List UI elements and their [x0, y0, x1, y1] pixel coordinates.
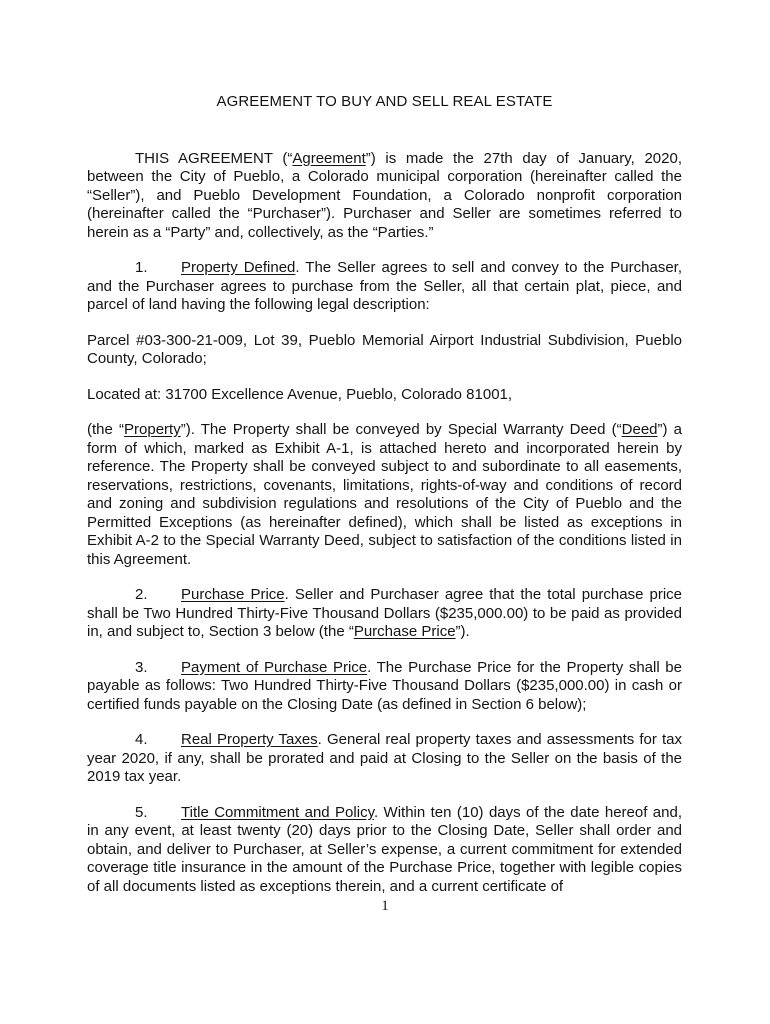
section-5-paragraph: 5. Title Commitment and Policy. Within ten (10) days of the date hereof and, in any event, at least twenty (20) days prior to the Closing Date, Seller shall order and obtain, and deliver to Purchaser, at Seller’s expense, a current commitment for extended coverage title insurance in the amount of the Purchase Price, together with legible copies of all documents listed as exceptions therein, and a current certificate of: [87, 803, 682, 895]
deed-term: Deed: [621, 421, 658, 438]
purchase-price-term: Purchase Price: [353, 623, 456, 640]
section-1-paragraph: 1. Property Defined. The Seller agrees to sell and convey to the Purchaser, and the Purchaser agrees to purchase from the Seller, all that certain plat, piece, and parcel of land having the following legal description:: [87, 259, 682, 313]
property-paragraph: (the “Property”). The Property shall be conveyed by Special Warranty Deed (“Deed”) a form of which, marked as Exhibit A-1, is attached hereto and incorporated herein by reference. The Property shall be conveyed subject to and subordinate to all easements, reservations, restrictions, covenants, limitations, rights-of-way and conditions of record and zoning and subdivision regulations and resolutions of the City of Pueblo and the Permitted Exceptions (as hereinafter defined), which shall be listed as exceptions in Exhibit A-2 to the Special Warranty Deed, subject to satisfaction of the conditions listed in this Agreement.: [87, 421, 683, 568]
section-heading: Payment of Purchase Price: [181, 658, 368, 676]
section-heading: Property Defined: [181, 259, 296, 276]
section-number: 1.: [135, 259, 148, 276]
document-page: [87, 93, 682, 913]
section-heading: Purchase Price: [181, 586, 285, 603]
section-4-paragraph: 4. Real Property Taxes. General real property taxes and assessments for tax year 2020, if any, shall be prorated and paid at Closing to the Seller on the basis of the 2019 tax year.: [87, 731, 682, 785]
section-number: 3.: [135, 658, 148, 676]
page-number: 1: [381, 898, 389, 914]
section-heading: Title Commitment and Policy: [181, 803, 374, 821]
intro-paragraph: THIS AGREEMENT (“Agreement”) is made the 27th day of January, 2020, between the City of Pueblo, a Colorado municipal corporation (hereinafter called the “Seller”), and Pueblo Development Foundation, a Colorado nonprofit corporation (hereinafter called the “Purchaser”). Purchaser and Seller are sometimes referred to herein as a “Party” and, collectively, as the “Parties.”: [87, 149, 682, 241]
property-term: Property: [124, 421, 181, 438]
document-title: AGREEMENT TO BUY AND SELL REAL ESTATE: [216, 93, 553, 110]
parcel-description: Parcel #03-300-21-009, Lot 39, Pueblo Memorial Airport Industrial Subdivision, Pueblo County, Colorado;: [87, 331, 682, 367]
property-location: Located at: 31700 Excellence Avenue, Pueblo, Colorado 81001,: [87, 385, 513, 403]
section-heading: Real Property Taxes: [181, 731, 318, 748]
section-number: 2.: [135, 586, 148, 603]
agreement-term: Agreement: [292, 149, 366, 167]
section-number: 4.: [135, 731, 148, 748]
section-3-paragraph: 3. Payment of Purchase Price. The Purchase Price for the Property shall be payable as follows: Two Hundred Thirty-Five Thousand Dollars ($235,000.00) in cash or certified funds payable on the Closing Date (as defined in Section 6 below);: [87, 658, 682, 713]
section-number: 5.: [135, 803, 148, 821]
section-2-paragraph: 2. Purchase Price. Seller and Purchaser agree that the total purchase price shall be Two Hundred Thirty-Five Thousand Dollars ($235,000.00) to be paid as provided in, and subject to, Section 3 below (the “Purchase Price”).: [87, 586, 682, 640]
